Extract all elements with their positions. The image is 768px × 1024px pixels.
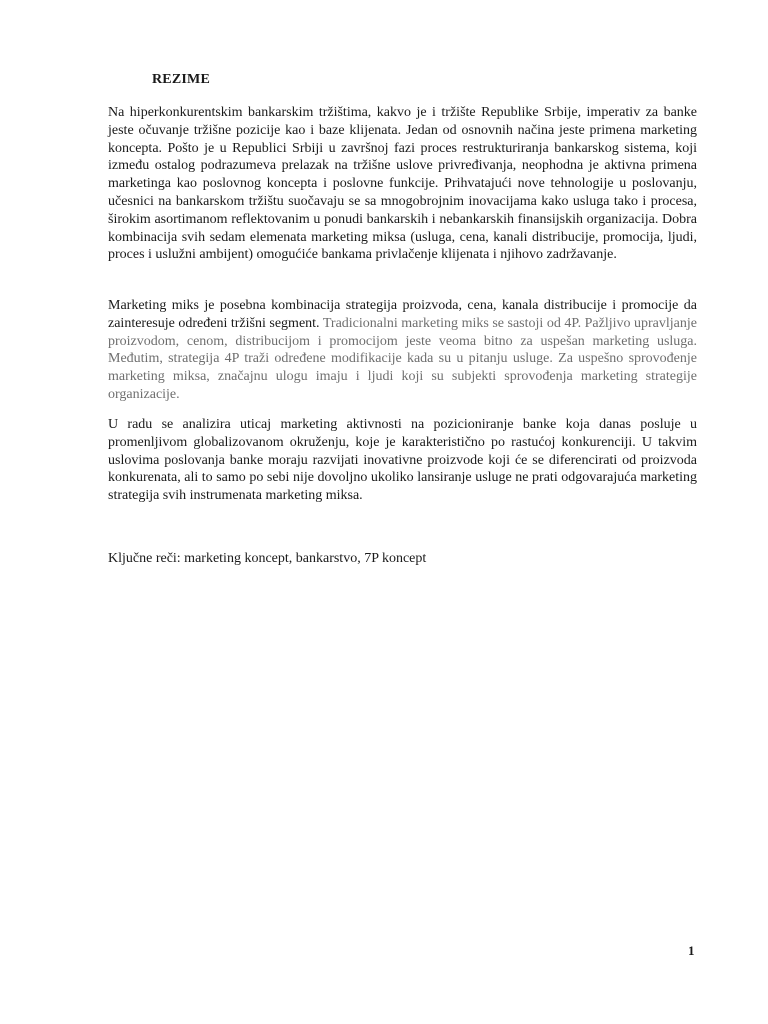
paragraph-2-main-text: Marketing miks je posebna kombinacija strategija proizvoda, cena, kanala distribucije i promocije da zainteresuje određeni tržišni segment. <box>108 298 697 331</box>
paragraph-2-faded-text: Tradicionalni marketing miks se sastoji od 4P. Pažljivo upravljanje proizvodom, cenom, distribucijom i promocijom jeste veoma bitno za uspešan marketing usluga. Međutim, strategija 4P traži određene modifikacije kada su u pitanju usluge. Za uspešno sprovođenje marketing miksa, značajnu ulogu imaju i ljudi koji su subjekti sprovođenja marketing strategije organizacije. <box>108 315 697 402</box>
abstract-paragraph-1: Na hiperkonkurentskim bankarskim tržištima, kakvo je i tržište Republike Srbije, imperativ za banke jeste očuvanje tržišne pozicije kao i baze klijenata. Jedan od osnovnih načina jeste primena marketing koncepta. Pošto je u Republici Srbiji u završnoj fazi proces restrukturiranja bankarskog sistema, koji između ostalog podrazumeva prelazak na tržišne uslove privređivanja, neophodna je aktivna primena marketinga kao poslovnog koncepta i poslovne funkcije. Prihvatajući nove tehnologije u poslovanju, učesnici na bankarskom tržištu suočavaju se sa mnogobrojnim inovacijama kako usluga tako i procesa, širokim asortimanom reflektovanim u ponudi bankarskih i nebankarskih finansijskih organizacija. Dobra kombinacija svih sedam elemenata marketing miksa (usluga, cena, kanali distribucije, promocija, ljudi, proces i uslužni ambijent) omogućiće bankama privlačenje klijenata i njihovo zadržavanje. <box>108 105 697 263</box>
keywords-line: Ključne reči: marketing koncept, bankarstvo, 7P koncept <box>108 551 427 566</box>
section-heading: REZIME <box>152 72 210 87</box>
abstract-paragraph-2 <box>108 297 697 404</box>
abstract-paragraph-3: U radu se analizira uticaj marketing aktivnosti na pozicioniranje banke koja danas posluje u promenljivom globalizovanom okruženju, koje je karakteristično po rastućoj konkurenciji. U takvim uslovima poslovanja banke moraju razvijati inovativne proizvode koji će se diferencirati od proizvoda konkurenata, ali to samo po sebi nije dovoljno ukoliko lansiranje usluge ne prati odgovarajuća marketing strategija svih instrumenata marketing miksa. <box>108 417 697 504</box>
page-number: 1 <box>688 943 695 958</box>
